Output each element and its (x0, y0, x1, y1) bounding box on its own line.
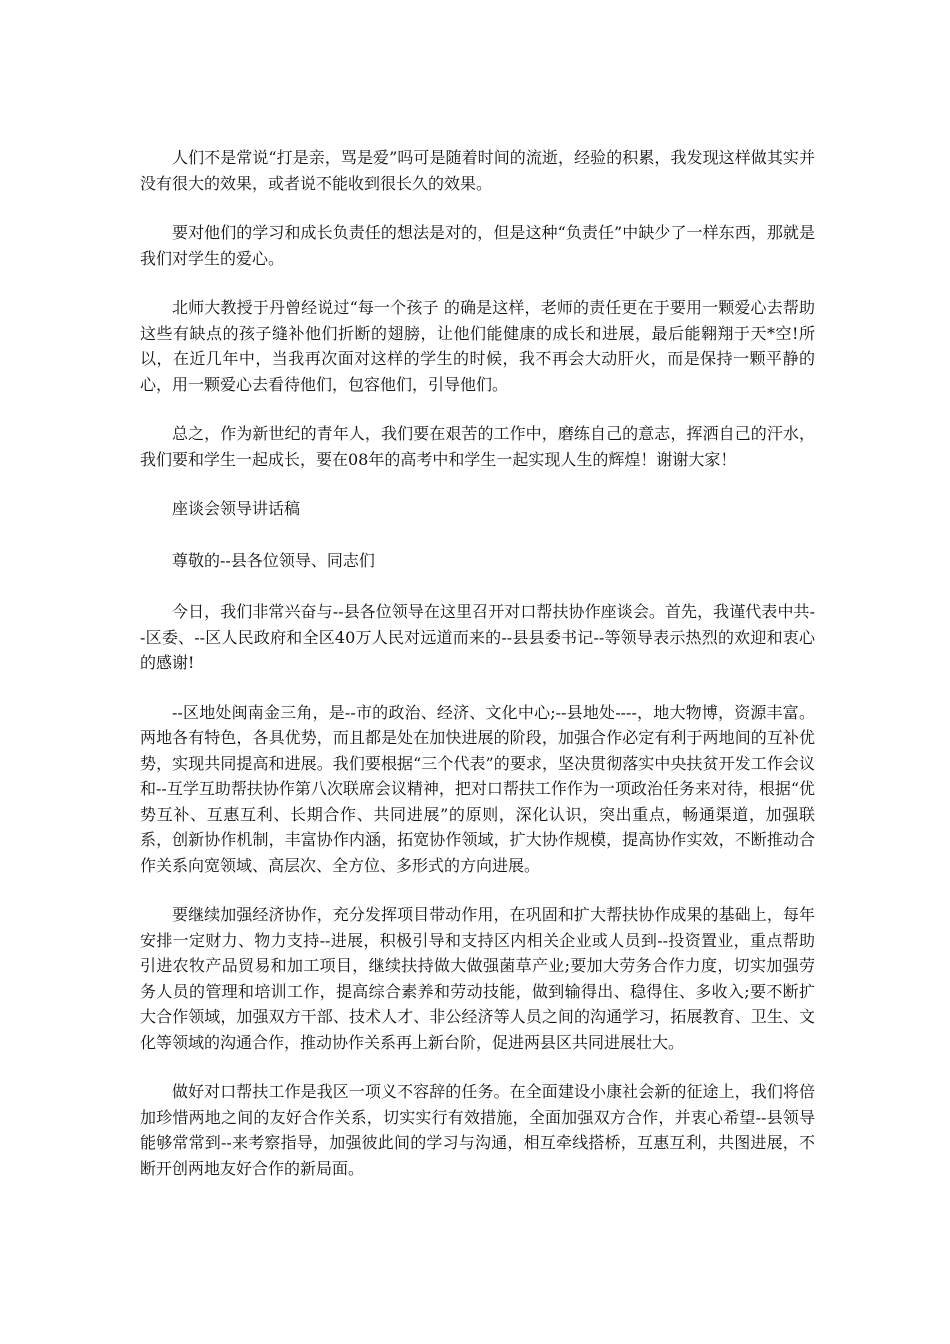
salutation: 尊敬的--县各位领导、同志们 (172, 550, 375, 570)
paragraph-4: 总之，作为新世纪的青年人，我们要在艰苦的工作中，磨练自己的意志，挥洒自己的汗水，我们要和学生一起成长，要在08年的高考中和学生一起实现人生的辉煌！谢谢大家！ (140, 424, 815, 469)
paragraph-10: 做好对口帮扶工作是我区一项义不容辞的任务。在全面建设小康社会新的征途上，我们将倍加珍惜两地之间的友好合作关系，切实实行有效措施，全面加强双方合作，并衷心希望--县领导能够常常到--来考察指导，加强彼此间的学习与沟通，相互牵线搭桥，互惠互利，共图进展，不断开创两地友好合作的新局面。 (140, 1082, 815, 1178)
paragraph-2: 要对他们的学习和成长负责任的想法是对的，但是这种“负责任”中缺少了一样东西，那就是我们对学生的爱心。 (140, 223, 815, 268)
paragraph-8: --区地处闽南金三角，是--市的政治、经济、文化中心;--县地处----，地大物博，资源丰富。两地各有特色，各具优势，而且都是处在加快进展的阶段，加强合作必定有利于两地间的互补优势，实现共同提高和进展。我们要根据“三个代表”的要求，坚决贯彻落实中央扶贫开发工作会议和--互学互助帮扶协作第八次联席会议精神，把对口帮扶工作作为一项政治任务来对待，根据“优势互补、互惠互利、长期合作、共同进展”的原则，深化认识，突出重点，畅通渠道，加强联系，创新协作机制，丰富协作内涵，拓宽协作领域，扩大协作规模，提高协作实效，不断推动合作关系向宽领域、高层次、全方位、多形式的方向进展。 (140, 702, 815, 875)
paragraph-7: 今日，我们非常兴奋与--县各位领导在这里召开对口帮扶协作座谈会。首先，我谨代表中共--区委、--区人民政府和全区40万人民对远道而来的--县县委书记--等领导表示热烈的欢迎和衷心的感谢! (140, 602, 815, 672)
document-body (140, 145, 815, 1205)
paragraph-3: 北师大教授于丹曾经说过“每一个孩子 的确是这样，老师的责任更在于要用一颗爱心去帮助这些有缺点的孩子缝补他们折断的翅膀，让他们能健康的成长和进展，最后能翱翔于天*空!所以，在近几年中，当我再次面对这样的学生的时候，我不再会大动肝火，而是保持一颗平静的心，用一颗爱心去看待他们，包容他们，引导他们。 (140, 298, 815, 394)
speech-title: 座谈会领导讲话稿 (172, 499, 301, 518)
paragraph-9: 要继续加强经济协作，充分发挥项目带动作用，在巩固和扩大帮扶协作成果的基础上，每年安排一定财力、物力支持--进展，积极引导和支持区内相关企业或人员到--投资置业，重点帮助引进农牧产品贸易和加工项目，继续扶持做大做强菌草产业;要加大劳务合作力度，切实加强劳务人员的管理和培训工作，提高综合素养和劳动技能，做到输得出、稳得住、多收入;要不断扩大合作领域，加强双方干部、技术人才、非公经济等人员之间的沟通学习，拓展教育、卫生、文化等领域的沟通合作，推动协作关系再上新台阶，促进两县区共同进展壮大。 (140, 905, 815, 1052)
paragraph-1: 人们不是常说“打是亲，骂是爱”吗可是随着时间的流逝，经验的积累，我发现这样做其实并没有很大的效果，或者说不能收到很长久的效果。 (140, 148, 815, 193)
